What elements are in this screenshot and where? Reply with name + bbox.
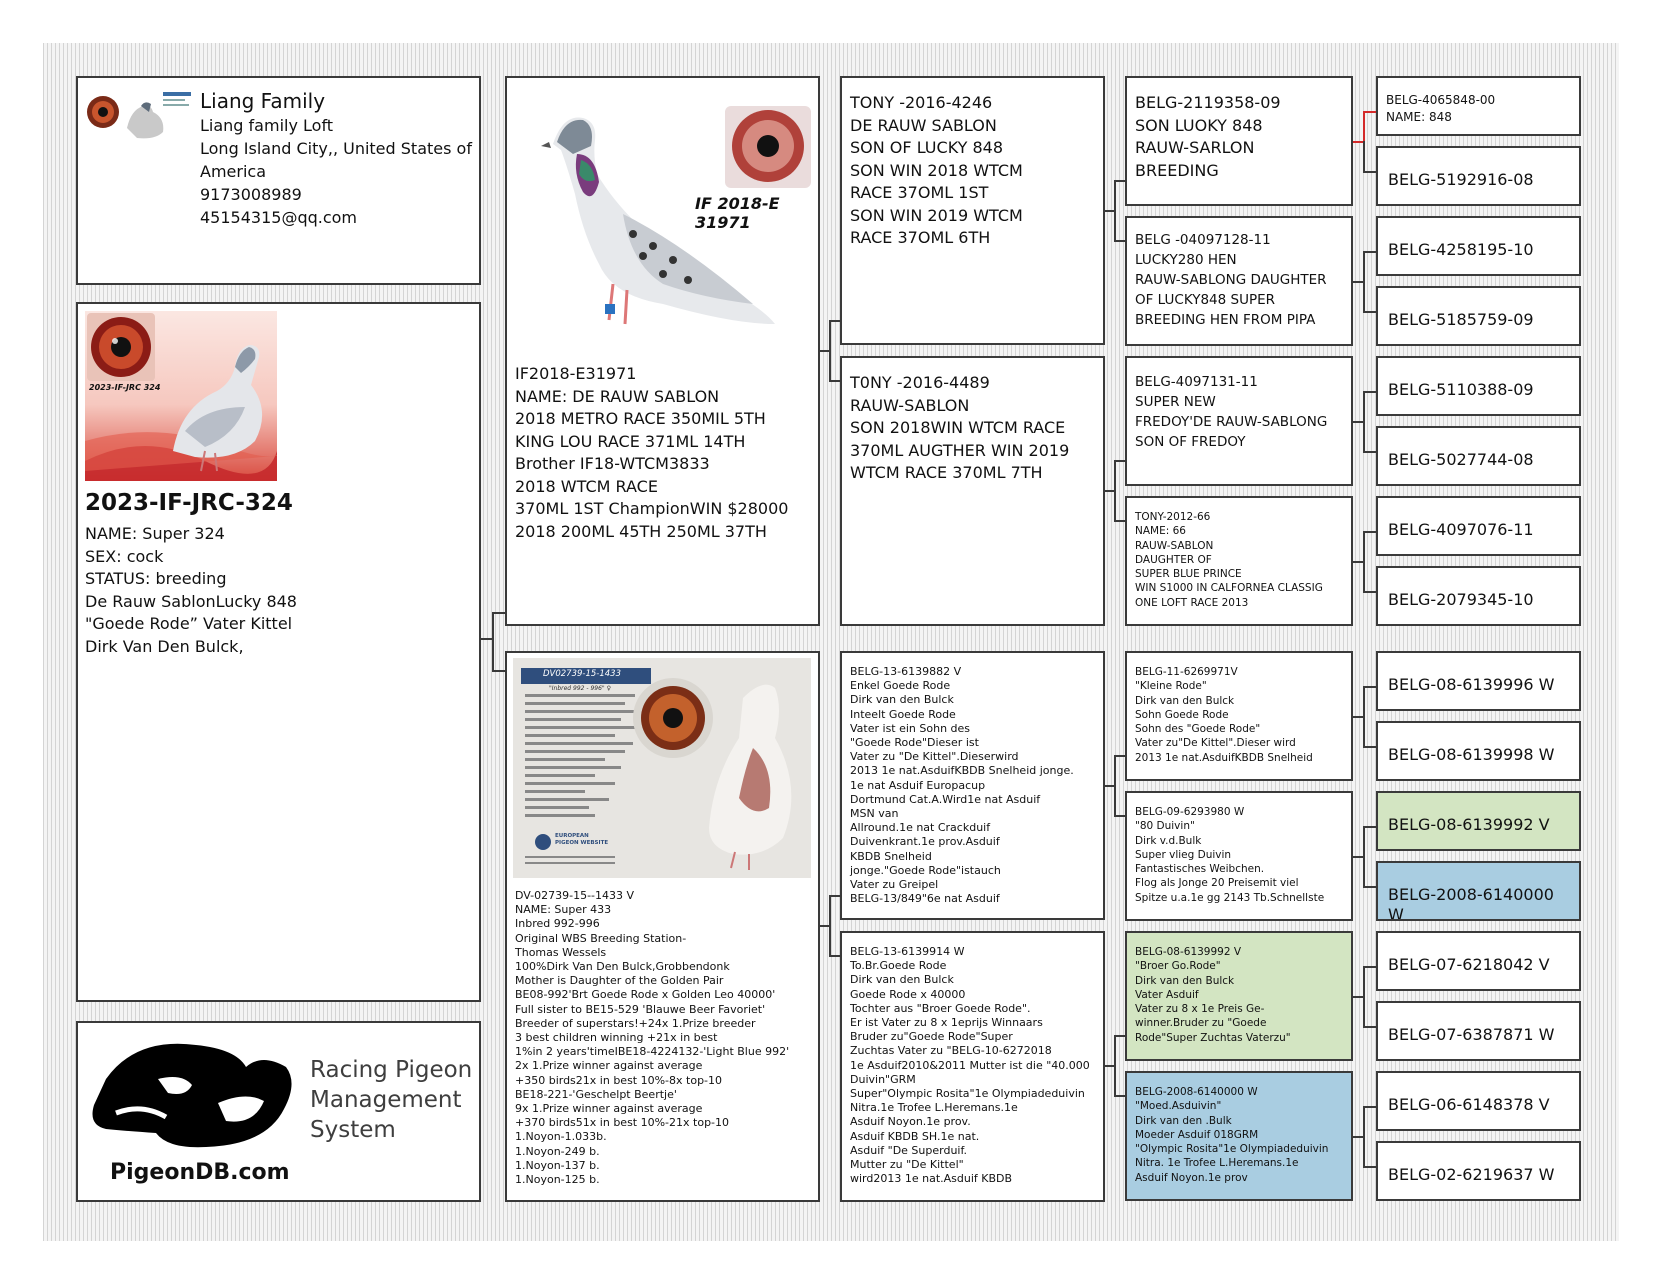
subject-photo-label: 2023-IF-JRC 324 — [89, 383, 161, 392]
sire-box — [505, 76, 820, 626]
subject-box — [76, 302, 481, 1002]
gen5-box-12: BELG-2008-6140000 W — [1376, 861, 1581, 921]
gen5-box-8: BELG-2079345-10 — [1376, 566, 1581, 626]
sire-photo — [513, 84, 813, 364]
owner-email: 45154315@qq.com — [200, 208, 358, 227]
gen4-box-6: BELG-09-6293980 W "80 Duivin" Dirk v.d.Bulk Super vlieg Duivin Fantastisches Weibchen. Flog als Jonge 20 Preisemit viel Spitze u.a.1e gg 2143 Tb.Schnellste — [1125, 791, 1353, 921]
connector — [1363, 686, 1376, 688]
connector — [1114, 180, 1116, 242]
gen3-sire-dam: T0NY -2016-4489 RAUW-SABLON SON 2018WIN WTCM RACE 370ML AUGTHER WIN 2019 WTCM RACE 370ML 7TH — [840, 356, 1105, 626]
connector — [829, 320, 831, 382]
connector — [492, 612, 494, 672]
connector — [1114, 755, 1125, 757]
sire-details: IF2018-E31971 NAME: DE RAUW SABLON 2018 METRO RACE 350MIL 5TH KING LOU RACE 371ML 14TH Brother IF18-WTCM3833 2018 WTCM RACE 370ML 1ST ChampionWIN $28000 2018 200ML 45TH 250ML 37TH — [515, 364, 789, 541]
connector — [1114, 180, 1125, 182]
connector — [492, 670, 505, 672]
connector — [1114, 815, 1125, 817]
connector — [1114, 1035, 1116, 1097]
gen4-box-3: BELG-4097131-11 SUPER NEW FREDOY'DE RAUW-SABLONG SON OF FREDOY — [1125, 356, 1353, 486]
connector — [829, 955, 840, 957]
gen5-box-6: BELG-5027744-08 — [1376, 426, 1581, 486]
connector — [1363, 391, 1365, 453]
connector — [1363, 111, 1365, 143]
gen5-box-1: BELG-4065848-00 NAME: 848 — [1376, 76, 1581, 136]
owner-loft: Liang family Loft — [200, 116, 334, 135]
connector — [1363, 1106, 1365, 1168]
connector — [829, 895, 840, 897]
gen4-box-2: BELG -04097128-11 LUCKY280 HEN RAUW-SABLONG DAUGHTER OF LUCKY848 SUPER BREEDING HEN FROM PIPA — [1125, 216, 1353, 346]
connector — [829, 895, 831, 957]
connector — [829, 320, 840, 322]
owner-phone: 9173008989 — [200, 185, 302, 204]
brand-site: PigeonDB.com — [110, 1160, 290, 1185]
brand-box — [76, 1021, 481, 1202]
gen5-box-2: BELG-5192916-08 — [1376, 146, 1581, 206]
gen3-sire-sire: TONY -2016-4246 DE RAUW SABLON SON OF LUCKY 848 SON WIN 2018 WTCM RACE 37OML 1ST SON WIN 2019 WTCM RACE 37OML 6TH — [840, 76, 1105, 345]
dam-box — [505, 651, 820, 1202]
connector — [492, 612, 505, 614]
brand-title: Racing Pigeon Management System — [310, 1057, 473, 1143]
connector — [1114, 755, 1116, 817]
subject-photo — [85, 311, 277, 481]
connector — [1363, 251, 1376, 253]
connector — [1363, 686, 1365, 748]
owner-address: Long Island City,, United States of America — [200, 139, 472, 181]
subject-ring: 2023-IF-JRC-324 — [85, 490, 293, 516]
connector — [1114, 1095, 1125, 1097]
gen4-box-1: BELG-2119358-09 SON LUOKY 848 RAUW-SARLON BREEDING — [1125, 76, 1353, 206]
gen4-box-5: BELG-11-6269971V "Kleine Rode" Dirk van den Bulck Sohn Goede Rode Sohn des "Goede Rode" Vater zu"De Kittel".Dieser wird 2013 1e nat.AsduifKBDB Snelheid — [1125, 651, 1353, 781]
connector — [1363, 111, 1376, 113]
dam-card-logo: EUROPEAN PIGEON WEBSITE — [555, 833, 609, 846]
gen3-dam-dam: BELG-13-6139914 W To.Br.Goede Rode Dirk van den Bulck Goede Rode x 40000 Tochter aus "Broer Goede Rode". Er ist Vater zu 8 x 1eprijs Winnaars Bruder zu"Goede Rode"Super Zuchtas Vater zu "BELG-10-6272018 1e Asduif2010&2011 Mutter ist die "40.000 Duivin"GRM Super"Olympic Rosita"1e Olympiadeduivin Nitra.1e Trofee L.Heremans.1e Asduif Noyon.1e prov. Asduif KBDB SH.1e nat. Asduif "De Superduif. Mutter zu "De Kittel" wird2013 1e nat.Asduif KBDB — [840, 931, 1105, 1202]
connector — [1363, 826, 1365, 888]
connector — [1114, 520, 1125, 522]
connector — [1363, 966, 1365, 1028]
dam-photo — [513, 658, 811, 878]
owner-box — [76, 76, 481, 285]
connector — [1114, 1035, 1125, 1037]
gen5-box-15: BELG-06-6148378 V — [1376, 1071, 1581, 1131]
connector — [1114, 460, 1116, 522]
connector — [1363, 311, 1376, 313]
connector — [1363, 1106, 1376, 1108]
connector — [1363, 966, 1376, 968]
connector — [1363, 1026, 1376, 1028]
gen5-box-7: BELG-4097076-11 — [1376, 496, 1581, 556]
connector — [1114, 460, 1125, 462]
gen5-box-5: BELG-5110388-09 — [1376, 356, 1581, 416]
dam-card-sub: "Inbred 992 - 996" ♀ — [549, 685, 611, 692]
connector — [1114, 240, 1125, 242]
connector — [1363, 1166, 1376, 1168]
gen5-box-16: BELG-02-6219637 W — [1376, 1141, 1581, 1201]
gen4-box-8: BELG-2008-6140000 W "Moed.Asduivin" Dirk van den .Bulk Moeder Asduif 018GRM "Olympic Rosita"1e Olympiadeduivin Nitra. 1e Trofee L.Heremans.1e Asduif Noyon.1e prov — [1125, 1071, 1353, 1201]
connector — [1363, 141, 1365, 173]
pigeon-logo — [86, 1033, 298, 1151]
connector — [829, 380, 840, 382]
dam-details: DV-02739-15--1433 V NAME: Super 433 Inbred 992-996 Original WBS Breeding Station- Thomas Wessels 100%Dirk Van Den Bulck,Grobbendonk Mother is Daughter of the Golden Pair BE08-992'Brt Goede Rode x Golden Leo 40000' Full sister to BE15-529 'Blauwe Beer Favoriet' Breeder of superstars!+24x 1.Prize breeder 3 best children winning +21x in best 1%in 2 years'timeIBE18-4224132-'Light Blue 992' 2x 1.Prize winner against average +350 birds21x in best 10%-8x top-10 BE18-221-'Geschelpt Beertje' 9x 1.Prize winner against average +370 birds51x in best 10%-21x top-10 1.Noyon-1.033b. 1.Noyon-249 b. 1.Noyon-137 b. 1.Noyon-125 b. — [515, 889, 790, 1187]
connector — [1363, 746, 1376, 748]
gen4-box-4: TONY-2012-66 NAME: 66 RAUW-SABLON DAUGHTER OF SUPER BLUE PRINCE WIN S1000 IN CALFORNEA CLASSIG ONE LOFT RACE 2013 — [1125, 496, 1353, 626]
connector — [1363, 251, 1365, 313]
connector — [1363, 531, 1376, 533]
owner-name: Liang Family — [200, 89, 326, 113]
gen5-box-4: BELG-5185759-09 — [1376, 286, 1581, 346]
dam-card-title: DV02739-15-1433 — [543, 669, 621, 679]
subject-details: NAME: Super 324 SEX: cock STATUS: breeding De Rauw SablonLucky 848 "Goede Rode” Vater Kittel Dirk Van Den Bulck, — [85, 524, 297, 656]
connector — [1363, 886, 1376, 888]
connector — [1363, 591, 1376, 593]
gen4-box-7: BELG-08-6139992 V "Broer Go.Rode" Dirk van den Bulck Vater Asduif Vater zu 8 x 1e Preis Ge- winner.Bruder zu "Goede Rode"Super Zuchtas Vaterzu" — [1125, 931, 1353, 1061]
connector — [1363, 531, 1365, 593]
gen5-box-3: BELG-4258195-10 — [1376, 216, 1581, 276]
connector — [1363, 171, 1376, 173]
connector — [1363, 391, 1376, 393]
gen5-box-13: BELG-07-6218042 V — [1376, 931, 1581, 991]
gen5-box-10: BELG-08-6139998 W — [1376, 721, 1581, 781]
gen3-dam-sire: BELG-13-6139882 V Enkel Goede Rode Dirk van den Bulck Inteelt Goede Rode Vater ist ein Sohn des "Goede Rode"Dieser ist Vater zu "De Kittel".Dieserwird 2013 1e nat.AsduifKBDB Snelheid jonge. 1e nat Asduif Europacup Dortmund Cat.A.Wird1e nat Asduif MSN van Allround.1e nat Crackduif Duivenkrant.1e prov.Asduif KBDB Snelheid jonge."Goede Rode"istauch Vater zu Greipel BELG-13/849"6e nat Asduif — [840, 651, 1105, 920]
gen5-box-11: BELG-08-6139992 V — [1376, 791, 1581, 851]
owner-logo — [85, 88, 193, 148]
connector — [1363, 826, 1376, 828]
connector — [1363, 451, 1376, 453]
gen5-box-9: BELG-08-6139996 W — [1376, 651, 1581, 711]
sire-photo-label: IF 2018-E 31971 — [695, 194, 780, 232]
gen5-box-14: BELG-07-6387871 W — [1376, 1001, 1581, 1061]
